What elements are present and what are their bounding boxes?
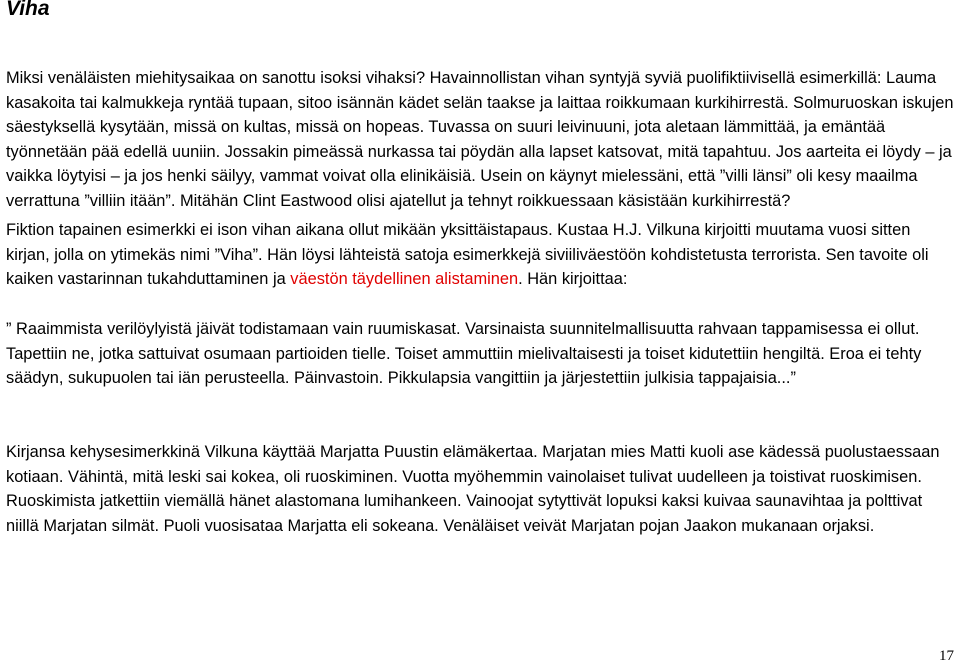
page-number: 17 [939,648,954,664]
highlighted-phrase: väestön täydellinen alistaminen [290,270,519,288]
paragraph-2 [6,218,956,317]
paragraph-2-text: Fiktion tapainen esimerkki ei ison vihan aikana ollut mikään yksittäistapaus. Kustaa H.J. Vilkuna kirjoitti muutama vuosi sitten kirjan, jolla on ytimekäs nimi ”Viha”. Hän löysi lähteistä satoja esimerkkejä siviiliväestöön kohdistetusta terrorista. Sen tavoite oli kaiken vastarinnan tukahduttaminen ja [6,221,929,288]
quote-paragraph: ” Raaimmista verilöylyistä jäivät todistamaan vain ruumiskasat. Varsinaista suunnitelmallisuutta rahvaan tappamisessa ei ollut. Tapettiin ne, jotka sattuivat osumaan partioiden tielle. Toiset ammuttiin mielivaltaisesti ja toiset kidutettiin hengiltä. Eroa ei tehty säädyn, sukupuolen tai iän perusteella. Päinvastoin. Pikkulapsia vangittiin ja järjestettiin julkisia tappajaisia...” [6,320,922,387]
paragraph-2-ending: . Hän kirjoittaa: [518,270,628,288]
page-title: Viha [6,0,50,20]
paragraph-1: Miksi venäläisten miehitysaikaa on sanottu isoksi vihaksi? Havainnollistan vihan syntyjä syviä puolifiktiivisellä esimerkillä: Lauma kasakoita tai kalmukkeja ryntää tupaan, sitoo isännän kädet selän taakse ja laittaa roikkumaan kurkihirrestä. Solmuruoskan iskujen säestyksellä kysytään, missä on kultas, missä on hopeas. Tuvassa on suuri leivinuuni, jota aletaan lämmittää, ja emäntää työnnetään pää edellä uuniin. Jossakin pimeässä nurkassa tai pöydän alla lapset katsovat, mitä tapahtuu. Jos aarteita ei löydy – ja vaikka löytyisi – ja jos henki säilyy, vammat voivat olla elinikäisiä. Usein on käynyt mielessäni, että ”villi länsi” oli kesy maailma verrattuna ”villiin itään”. Mitähän Clint Eastwood olisi ajatellut ja tehnyt roikkuessaan käsistään kurkihirrestä? [6,69,954,210]
document-body [6,66,956,538]
paragraph-4: Kirjansa kehysesimerkkinä Vilkuna käyttää Marjatta Puustin elämäkertaa. Marjatan mies Matti kuoli ase kädessä puolustaessaan kotiaan. Vähintä, mitä leski sai kokea, oli ruoskiminen. Vuotta myöhemmin vainolaiset tulivat uudelleen ja toistivat ruoskimisen. Ruoskimista jatkettiin viemällä hänet alastomana lumihankeen. Vainoojat sytyttivät lopuksi kaksi kuivaa saunavihtaa ja polttivat niillä Marjatan silmät. Puoli vuosisataa Marjatta eli sokeana. Venäläiset veivät Marjatan pojan Jaakon mukanaan orjaksi. [6,443,940,535]
